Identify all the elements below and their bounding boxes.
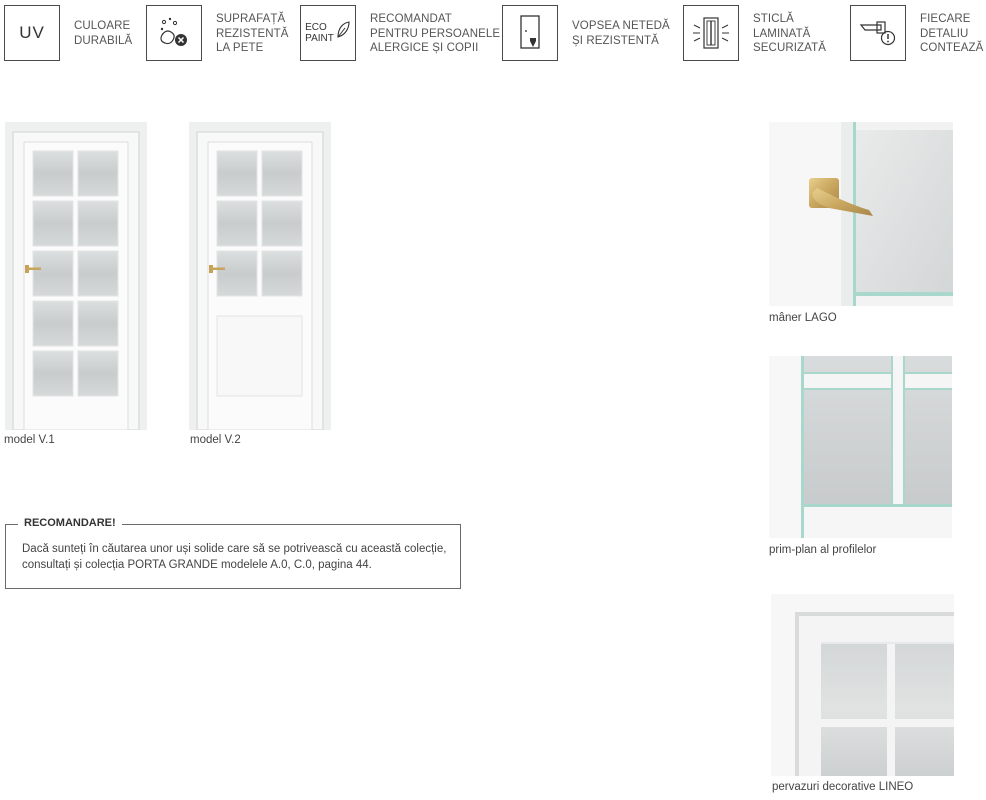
door-model-v2-image — [189, 122, 331, 430]
door-paint-icon — [513, 13, 547, 53]
feature-laminated-glass — [683, 5, 826, 61]
smooth-paint-icon — [502, 5, 558, 61]
detail-handle-image — [769, 122, 953, 306]
feature-label: RECOMANDAT PENTRU PERSOANELE ALERGICE ȘI COPII — [370, 13, 501, 54]
door-model-v1-image — [5, 122, 147, 430]
laminated-glass-icon — [683, 5, 739, 61]
feature-label: SUPRAFAȚĂ REZISTENTĂ LA PETE — [216, 13, 289, 54]
leaf-icon — [335, 20, 351, 40]
feature-label: FIECARE DETALIU CONTEAZĂ — [920, 13, 984, 54]
product-caption: model V.1 — [4, 434, 55, 446]
recommendation-text: Dacă sunteți în căutarea unor uși solide care să se potrivească cu această colecție, consultați și colecția PORTA GRANDE modelele A.0, C.0, pagina 44. — [22, 543, 447, 571]
uv-icon: UV — [4, 5, 60, 61]
detail-icon — [850, 5, 906, 61]
glass-shatter-icon — [690, 13, 732, 53]
feature-label: CULOARE DURABILĂ — [74, 20, 133, 47]
feature-detail — [850, 5, 983, 61]
detail-lineo-image — [771, 594, 954, 776]
feature-stain-resistant — [146, 5, 289, 61]
stain-drops-icon — [154, 13, 194, 53]
feature-label: STICLĂ LAMINATĂ SECURIZATĂ — [753, 13, 826, 54]
detail-caption: pervazuri decorative LINEO — [772, 781, 914, 793]
feature-label: VOPSEA NETEDĂ ȘI REZISTENTĂ — [572, 20, 670, 47]
detail-profiles-image — [769, 356, 952, 538]
recommendation-title: RECOMANDARE! — [18, 517, 122, 529]
detail-caption: mâner LAGO — [769, 312, 837, 324]
recommendation-box — [5, 517, 461, 589]
stain-resistant-icon — [146, 5, 202, 61]
feature-eco-paint — [300, 5, 500, 61]
detail-caption: prim-plan al profilelor — [769, 544, 877, 556]
product-caption: model V.2 — [190, 434, 241, 446]
feature-uv — [4, 5, 132, 61]
eco-paint-icon: ECO PAINT — [300, 5, 356, 61]
feature-smooth-paint — [502, 5, 670, 61]
handle-detail-icon — [857, 15, 899, 51]
